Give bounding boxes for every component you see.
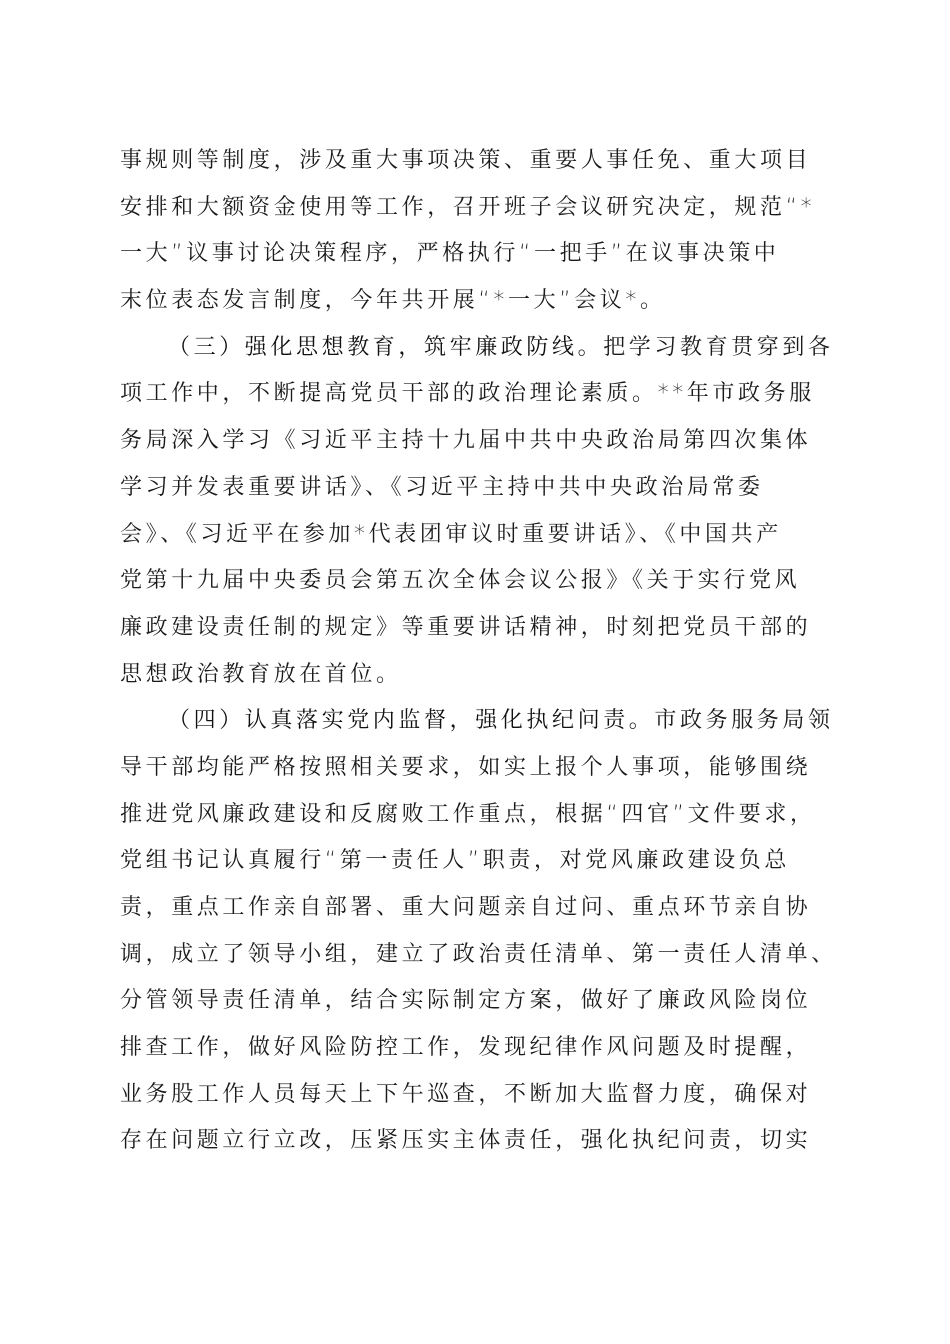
paragraph-section-4 <box>120 698 840 1165</box>
text-span: 市政务服务局领 <box>654 708 834 734</box>
text-line: 调，成立了领导小组，建立了政治责任清单、第一责任人清单、 <box>120 941 837 967</box>
text-line: 责，重点工作亲自部署、重大问题亲自过问、重点环节亲自协 <box>120 895 812 920</box>
text-line: 末位表态发言制度，今年共开展“*一大”会议*。 <box>120 288 666 314</box>
text-line-first <box>120 325 840 372</box>
text-line: 业务股工作人员每天上下午巡查，不断加大监督力度，确保对 <box>120 1081 812 1107</box>
text-line: 存在问题立行立改，压紧压实主体责任，强化执纪问责，切实 <box>120 1128 812 1154</box>
text-line: 安排和大额资金使用等工作，召开班子会议研究决定，规范“* <box>120 194 816 220</box>
text-line: 会》、《习近平在参加*代表团审议时重要讲话》、《中国共产 <box>120 521 782 547</box>
section-heading: （三）强化思想教育，筑牢廉政防线。 <box>168 334 604 360</box>
text-line: 推进党风廉政建设和反腐败工作重点，根据“四官”文件要求， <box>120 801 816 827</box>
text-line: 学习并发表重要讲话》、《习近平主持中共中央政治局常委 <box>120 474 764 500</box>
paragraph-section-3 <box>120 325 840 699</box>
text-line: 廉政建设责任制的规定》等重要讲话精神，时刻把党员干部的 <box>120 614 812 640</box>
text-line: 事规则等制度，涉及重大事项决策、重要人事任免、重大项目 <box>120 148 812 173</box>
text-line: 一大”议事讨论决策程序，严格执行“一把手”在议事决策中 <box>120 241 780 267</box>
text-line: 党组书记认真履行“第一责任人”职责，对党风廉政建设负总 <box>120 848 790 874</box>
text-line: 思想政治教育放在首位。 <box>120 661 402 687</box>
text-line: 党第十九届中央委员会第五次全体会议公报》《关于实行党风 <box>120 568 801 594</box>
paragraph-continuation <box>120 138 840 325</box>
text-line: 项工作中，不断提高党员干部的政治理论素质。**年市政务服 <box>120 381 815 407</box>
text-line: 排查工作，做好风险防控工作，发现纪律作风问题及时提醒， <box>120 1035 812 1061</box>
text-line: 务局深入学习《习近平主持十九届中共中央政治局第四次集体 <box>120 428 812 454</box>
text-span: 把学习教育贯穿到各 <box>603 334 834 360</box>
text-line: 分管领导责任清单，结合实际制定方案，做好了廉政风险岗位 <box>120 988 812 1014</box>
document-page <box>120 138 840 1165</box>
text-line-first <box>120 698 840 745</box>
text-line: 导干部均能严格按照相关要求，如实上报个人事项，能够围绕 <box>120 754 812 780</box>
section-heading: （四）认真落实党内监督，强化执纪问责。 <box>168 708 655 734</box>
